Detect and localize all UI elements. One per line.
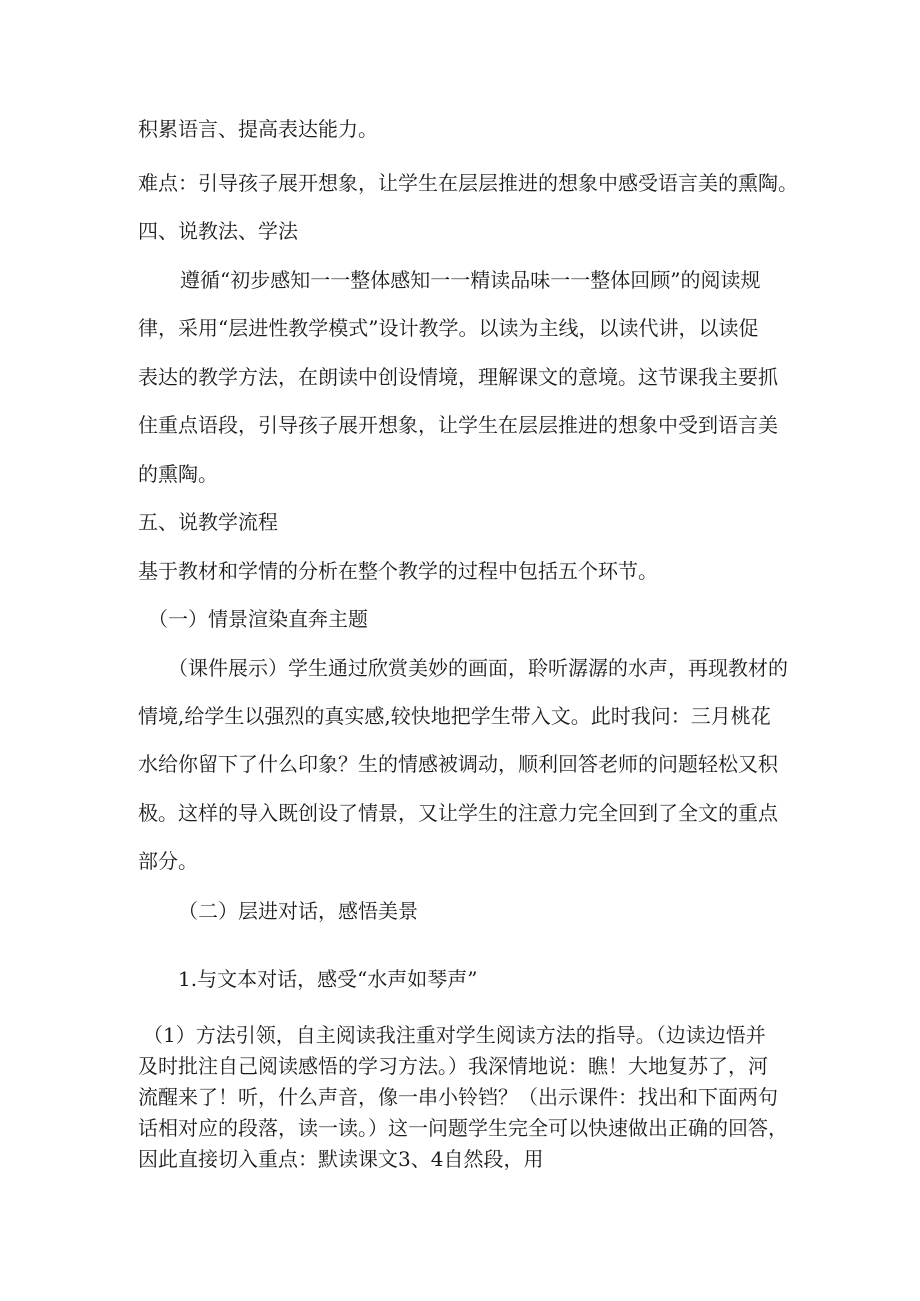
text-line: （1）方法引领，自主阅读我注重对学生阅读方法的指导。（边读边悟并 xyxy=(143,1023,766,1047)
text-line: （课件展示）学生通过欣赏美妙的画面，聆听潺潺的水声，再现教材的 xyxy=(168,656,788,680)
text-line: 话相对应的段落，读一读。）这一问题学生完全可以快速做出正确的回答， xyxy=(138,1116,788,1140)
text-line: 律，采用“层进性教学模式”设计教学。以读为主线，以读代讲，以读促 xyxy=(138,316,759,340)
text-line: 水给你留下了什么印象？生的情感被调动，顺利回答老师的问题轻松又积 xyxy=(138,752,778,776)
subsection-heading: 1.与文本对话，感受“水声如琴声” xyxy=(178,967,478,991)
text-line: 的熏陶。 xyxy=(138,462,218,486)
text-line: 基于教材和学情的分析在整个教学的过程中包括五个环节。 xyxy=(138,559,658,583)
text-line: 因此直接切入重点：默读课文3、4自然段，用 xyxy=(138,1147,544,1171)
subsection-heading: （一）情景渲染直奔主题 xyxy=(148,607,368,631)
section-heading: 四、说教法、学法 xyxy=(138,219,298,243)
section-heading: 五、说教学流程 xyxy=(138,510,278,534)
text-line: 积累语言、提高表达能力。 xyxy=(138,117,378,141)
text-line: 难点：引导孩子展开想象，让学生在层层推进的想象中感受语言美的熏陶。 xyxy=(138,171,798,195)
text-line: 及时批注自己阅读感悟的学习方法。）我深情地说：瞧！大地复苏了，河 xyxy=(138,1054,768,1078)
subsection-heading: （二）层进对话，感悟美景 xyxy=(178,899,418,923)
text-line: 部分。 xyxy=(138,849,198,873)
text-line: 情境,给学生以强烈的真实感,较快地把学生带入文。此时我问：三月桃花 xyxy=(138,704,771,728)
text-line: 流醒来了！听，什么声音，像一串小铃铛？（出示课件：找出和下面两句 xyxy=(138,1085,778,1109)
text-line: 表达的教学方法，在朗读中创设情境，理解课文的意境。这节课我主要抓 xyxy=(138,365,778,389)
text-line: 遵循“初步感知一一整体感知一一精读品味一一整体回顾”的阅读规 xyxy=(180,268,761,292)
text-line: 极。这样的导入既创设了情景，又让学生的注意力完全回到了全文的重点 xyxy=(138,801,778,825)
text-line: 住重点语段，引导孩子展开想象，让学生在层层推进的想象中受到语言美 xyxy=(138,413,778,437)
